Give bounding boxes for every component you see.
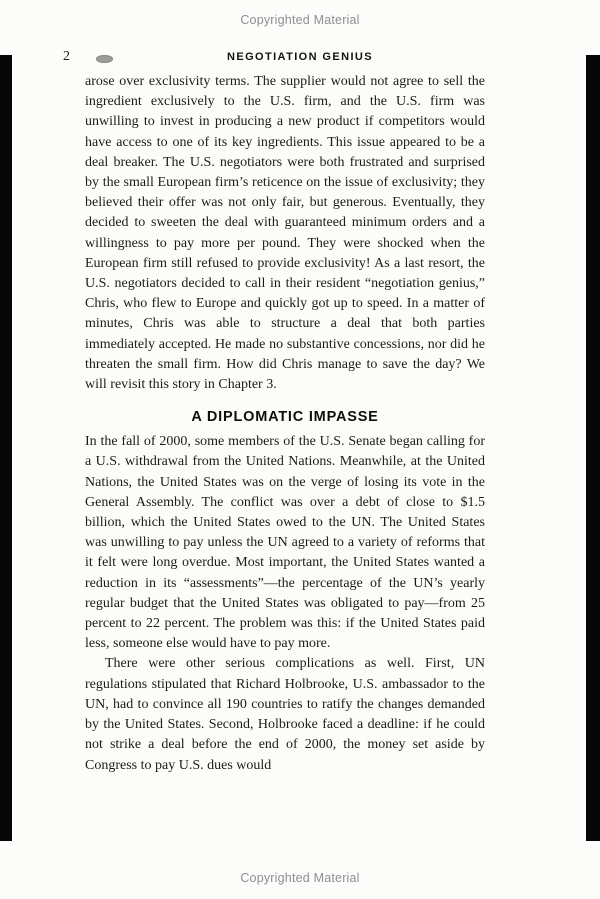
page-edge-right: [586, 55, 600, 841]
ellipse-ornament-icon: [96, 55, 113, 63]
body-paragraph-1: arose over exclusivity terms. The supplier would not agree to sell the ingredient exclusively to the U.S. firm, and the U.S. firm was unwilling to invest in producing a new product if competitors would have access to one of its key ingredients. This issue appeared to be a deal breaker. The U.S. negotiators were both frustrated and surprised by the small European firm’s reticence on the issue of exclusivity; they believed their offer was not only fair, but generous. Eventually, they decided to sweeten the deal with guaranteed minimum orders and a willingness to pay more per pound. They were shocked when the European firm still refused to provide exclusivity! As a last resort, the U.S. negotiators decided to call in their resident “negotiation genius,” Chris, who flew to Europe and quickly got up to speed. In a matter of minutes, Chris was able to structure a deal that both parties immediately accepted. He made no substantive concessions, nor did he threaten the small firm. How did Chris manage to save the day? We will revisit this story in Chapter 3.: [85, 74, 485, 393]
section-heading: A DIPLOMATIC IMPASSE: [191, 409, 379, 426]
page-edge-left: [0, 55, 12, 841]
copyright-watermark-top: Copyrighted Material: [240, 13, 360, 27]
copyright-watermark-bottom: Copyrighted Material: [240, 871, 360, 885]
page-number: 2: [63, 49, 70, 64]
body-paragraph-3: There were other serious complications as well. First, UN regulations stipulated that Richard Holbrooke, U.S. ambassador to the UN, had to convince all 190 countries to ratify the changes demanded by the United States. Second, Holbrooke faced a deadline: if he could not strike a deal before the end of 2000, the money set aside by Congress to pay U.S. dues would: [85, 656, 485, 773]
running-head-book-title: NEGOTIATION GENIUS: [226, 51, 373, 63]
page-text-block: [85, 72, 485, 776]
body-paragraph-2: In the fall of 2000, some members of the U.S. Senate began calling for a U.S. withdrawal from the United Nations. Meanwhile, at the United Nations, the United States was on the verge of losing its vote in the General Assembly. The conflict was over a debt of close to $1.5 billion, which the United States owed to the UN. The United States was unwilling to pay unless the UN agreed to a variety of reforms that it felt were long overdue. Most important, the United States wanted a reduction in its “assessments”—the percentage of the UN’s yearly regular budget that the United States was obligated to pay—from 25 percent to 22 percent. The problem was this: if the United States paid less, someone else would have to pay more.: [85, 434, 485, 652]
page-header: [0, 48, 600, 68]
